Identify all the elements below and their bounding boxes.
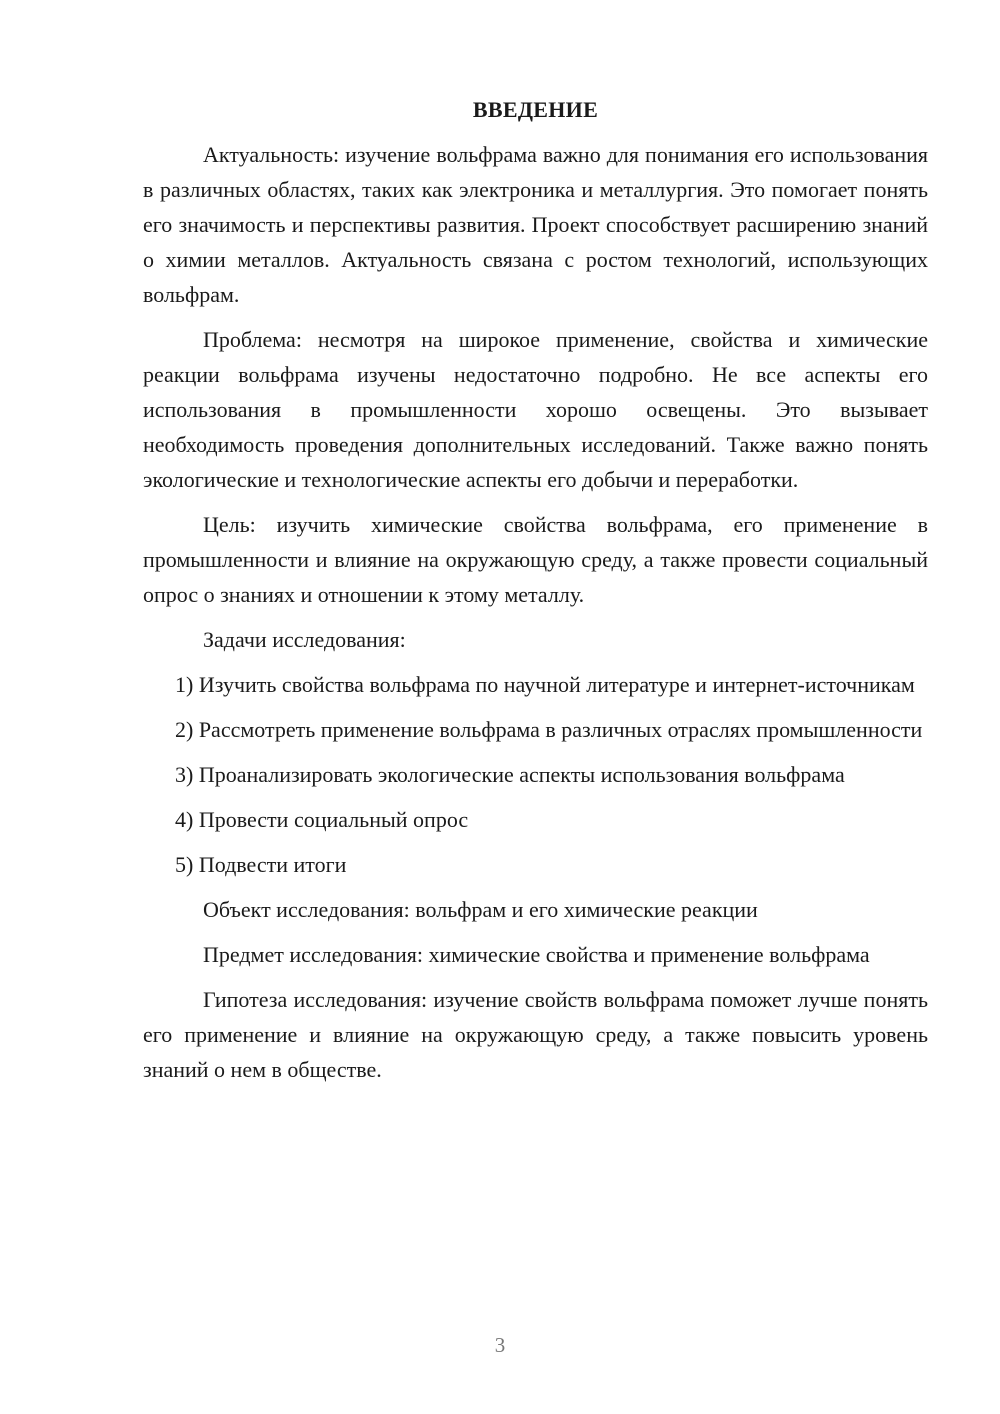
paragraph-relevance: Актуальность: изучение вольфрама важно для понимания его использования в различных областях, таких как электроника и металлургия. Это помогает понять его значимость и перспективы развития. Проект способствует расширению знаний о химии металлов. Актуальность связана с ростом технологий, использующих вольфрам. bbox=[143, 142, 928, 307]
document-page bbox=[143, 92, 928, 1087]
list-item: 4) Провести социальный опрос bbox=[175, 807, 469, 832]
list-item: 1) Изучить свойства вольфрама по научной литературе и интернет-источникам bbox=[175, 672, 915, 697]
list-item: 2) Рассмотреть применение вольфрама в различных отраслях промышленности bbox=[175, 717, 923, 742]
list-item: 3) Проанализировать экологические аспекты использования вольфрама bbox=[175, 762, 845, 787]
page-number: 3 bbox=[494, 1333, 506, 1357]
paragraph-hypothesis: Гипотеза исследования: изучение свойств вольфрама поможет лучше понять его применение и влияние на окружающую среду, а также повысить уровень знаний о нем в обществе. bbox=[143, 987, 928, 1082]
page-title: ВВЕДЕНИЕ bbox=[472, 97, 599, 122]
paragraph-subject: Предмет исследования: химические свойства и применение вольфрама bbox=[203, 942, 870, 967]
paragraph-goal: Цель: изучить химические свойства вольфрама, его применение в промышленности и влияние на окружающую среду, а также провести социальный опрос о знаниях и отношении к этому металлу. bbox=[143, 512, 928, 607]
tasks-title: Задачи исследования: bbox=[203, 627, 406, 652]
paragraph-object: Объект исследования: вольфрам и его химические реакции bbox=[203, 897, 758, 922]
paragraph-problem: Проблема: несмотря на широкое применение, свойства и химические реакции вольфрама изучены недостаточно подробно. Не все аспекты его использования в промышленности хорошо освещены. Это вызывает необходимость проведения дополнительных исследований. Также важно понять экологические и технологические аспекты его добычи и переработки. bbox=[143, 327, 928, 492]
list-item: 5) Подвести итоги bbox=[175, 852, 347, 877]
